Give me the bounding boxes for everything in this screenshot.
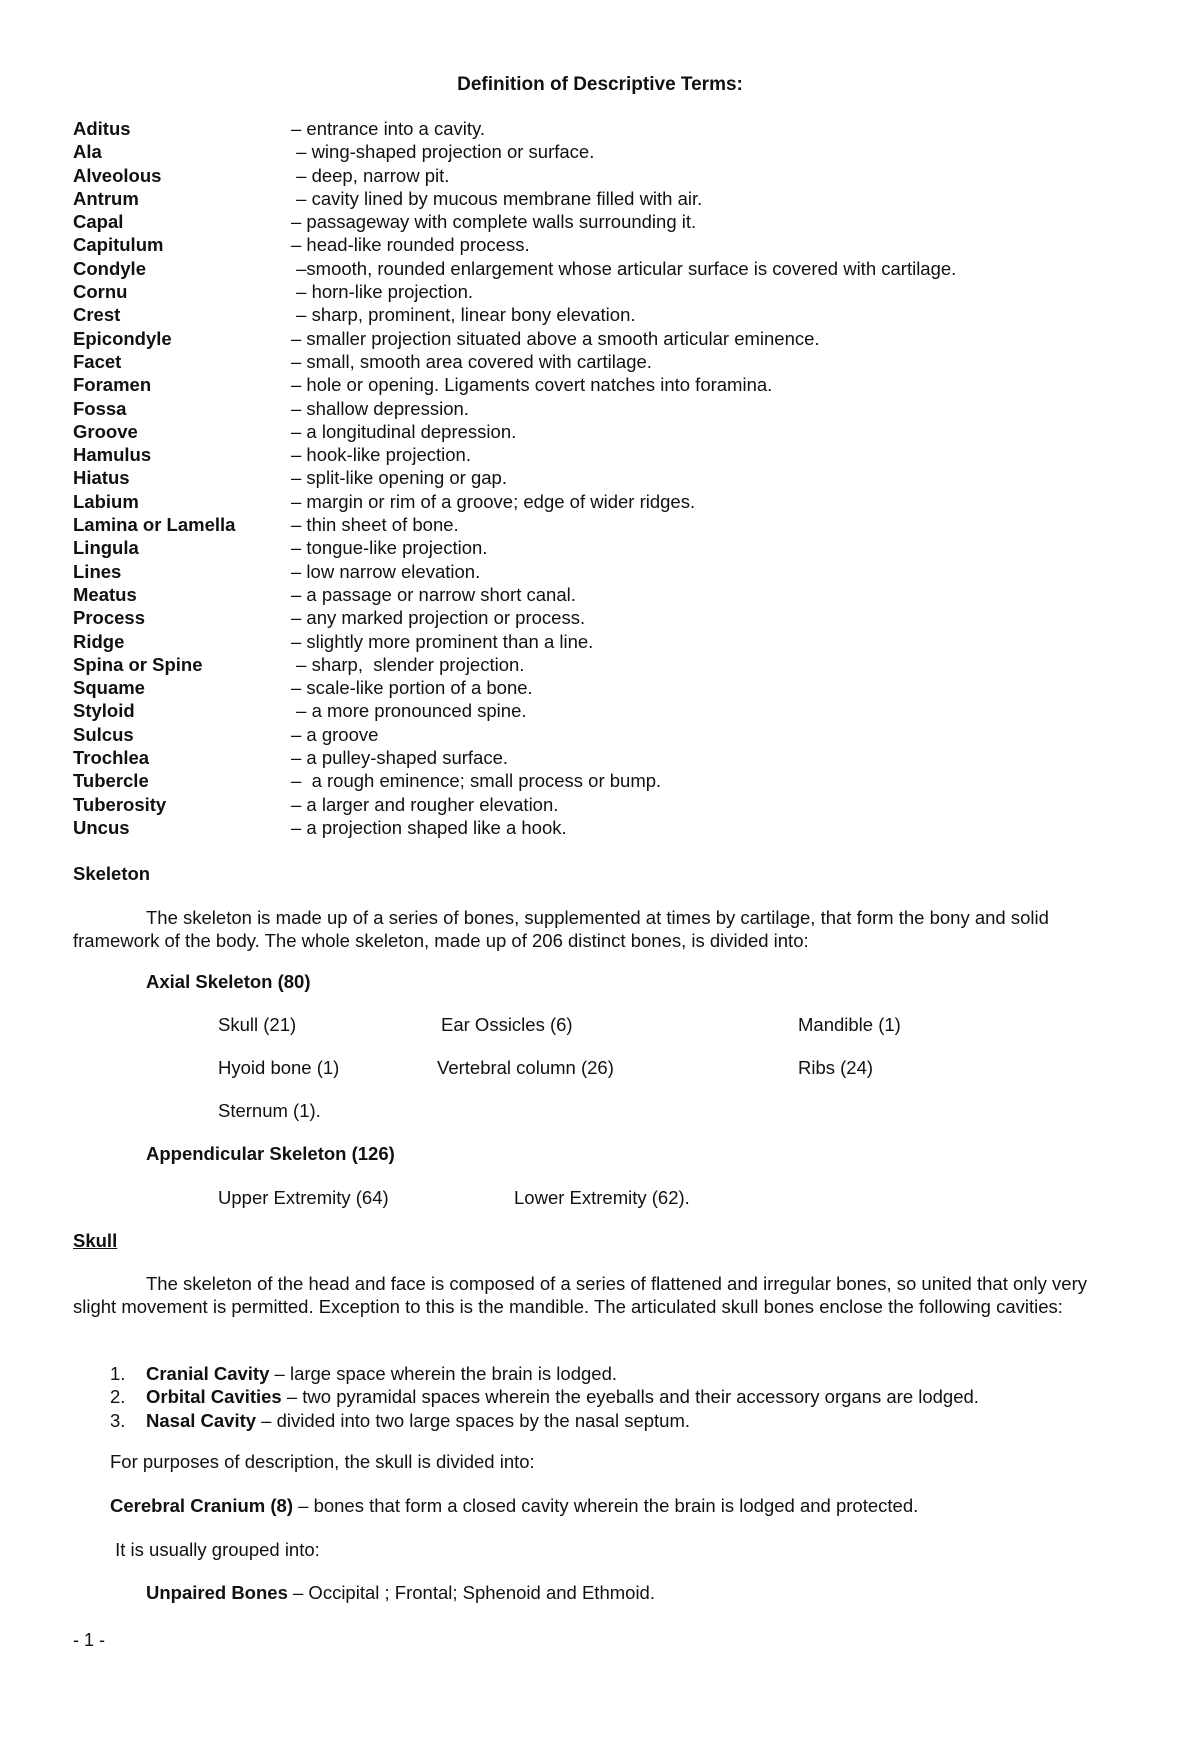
- term-definition: – a longitudinal depression.: [291, 420, 517, 442]
- term-name: Capitulum: [73, 234, 164, 256]
- term-row: [73, 187, 1133, 210]
- term-name: Facet: [73, 350, 122, 372]
- term-definition: – sharp, prominent, linear bony elevation.: [291, 304, 636, 326]
- cavity-name: Cranial Cavity: [146, 1363, 270, 1384]
- term-name: Lamina or Lamella: [73, 514, 236, 536]
- unpaired-bones-description: – Occipital ; Frontal; Sphenoid and Ethmoid.: [287, 1582, 655, 1603]
- term-definition: – a larger and rougher elevation.: [291, 793, 559, 815]
- axial-item-mandible: Mandible (1): [798, 1014, 901, 1035]
- term-name: Aditus: [73, 118, 131, 139]
- cerebral-cranium-line: [110, 1494, 918, 1517]
- term-row: [73, 793, 1133, 816]
- term-name: Ridge: [73, 630, 125, 652]
- term-row: [73, 303, 1133, 326]
- term-row: [73, 373, 1133, 396]
- term-name: Trochlea: [73, 747, 150, 769]
- term-row: [73, 210, 1133, 233]
- term-name: Uncus: [73, 816, 130, 838]
- term-name: Alveolous: [73, 164, 162, 186]
- term-definition: – hook-like projection.: [291, 444, 471, 466]
- term-name: Crest: [73, 304, 121, 326]
- term-definition: – a projection shaped like a hook.: [291, 816, 567, 838]
- term-row: [73, 769, 1133, 792]
- term-name: Spina or Spine: [73, 653, 203, 675]
- term-row: [73, 233, 1133, 256]
- list-item: [110, 1362, 1130, 1385]
- term-definition: – hole or opening. Ligaments covert natches into foramina.: [291, 374, 773, 396]
- term-name: Foramen: [73, 374, 152, 396]
- axial-item-ribs: Ribs (24): [798, 1057, 874, 1078]
- term-name: Epicondyle: [73, 327, 172, 349]
- term-row: [73, 513, 1133, 536]
- axial-skeleton-heading: Axial Skeleton (80): [146, 971, 311, 992]
- cavity-name: Orbital Cavities: [146, 1386, 282, 1408]
- term-name: Process: [73, 607, 145, 629]
- term-name: Antrum: [73, 187, 139, 209]
- term-definition: – scale-like portion of a bone.: [291, 677, 533, 699]
- term-definition: – entrance into a cavity.: [291, 118, 486, 139]
- term-definition: – margin or rim of a groove; edge of wider ridges.: [291, 490, 696, 512]
- list-item-number: 2.: [110, 1386, 126, 1408]
- term-definition: – deep, narrow pit.: [291, 164, 450, 186]
- term-definition: – any marked projection or process.: [291, 607, 586, 629]
- term-row: [73, 466, 1133, 489]
- term-row: [73, 653, 1133, 676]
- term-row: [73, 443, 1133, 466]
- term-definition: –smooth, rounded enlargement whose articular surface is covered with cartilage.: [291, 257, 957, 279]
- term-definition: – slightly more prominent than a line.: [291, 630, 594, 652]
- term-definition: – a pulley-shaped surface.: [291, 747, 508, 769]
- term-row: [73, 420, 1133, 443]
- terms-list: [73, 117, 1133, 839]
- term-name: Sulcus: [73, 723, 134, 745]
- skeleton-paragraph: The skeleton is made up of a series of bones, supplemented at times by cartilage, that form the bony and solid framework of the body. The whole skeleton, made up of 206 distinct bones, is divided into:: [73, 907, 1049, 951]
- term-name: Squame: [73, 677, 145, 699]
- term-name: Meatus: [73, 583, 137, 605]
- term-row: [73, 746, 1133, 769]
- term-row: [73, 140, 1133, 163]
- term-definition: – passageway with complete walls surrounding it.: [291, 211, 697, 233]
- term-definition: – a more pronounced spine.: [291, 700, 527, 722]
- term-row: [73, 117, 1133, 140]
- list-item: [110, 1385, 1130, 1408]
- term-row: [73, 816, 1133, 839]
- list-item-number: 1.: [110, 1363, 126, 1384]
- term-name: Cornu: [73, 281, 128, 303]
- list-item-number: 3.: [110, 1409, 126, 1431]
- term-name: Styloid: [73, 700, 135, 722]
- term-name: Lines: [73, 560, 122, 582]
- cavity-name: Nasal Cavity: [146, 1409, 257, 1431]
- term-row: [73, 490, 1133, 513]
- term-row: [73, 606, 1133, 629]
- term-row: [73, 257, 1133, 280]
- term-definition: – shallow depression.: [291, 397, 469, 419]
- axial-item-sternum: Sternum (1).: [218, 1100, 321, 1121]
- term-name: Hamulus: [73, 444, 152, 466]
- term-definition: – head-like rounded process.: [291, 234, 530, 256]
- skeleton-heading: Skeleton: [73, 863, 151, 884]
- term-name: Tubercle: [73, 770, 149, 792]
- term-name: Fossa: [73, 397, 127, 419]
- term-definition: – a groove: [291, 723, 379, 745]
- purposes-text: For purposes of description, the skull is divided into:: [110, 1451, 535, 1472]
- appendicular-item-lower: Lower Extremity (62).: [514, 1187, 690, 1208]
- term-definition: – cavity lined by mucous membrane filled with air.: [291, 187, 703, 209]
- axial-item-hyoid: Hyoid bone (1): [218, 1057, 340, 1078]
- term-name: Condyle: [73, 257, 146, 279]
- term-definition: – a rough eminence; small process or bump.: [291, 770, 662, 792]
- term-row: [73, 560, 1133, 583]
- term-definition: – a passage or narrow short canal.: [291, 583, 576, 605]
- list-item: [110, 1409, 1130, 1432]
- term-definition: – horn-like projection.: [291, 281, 474, 303]
- term-row: [73, 327, 1133, 350]
- cavity-description: – large space wherein the brain is lodged.: [269, 1363, 617, 1384]
- term-definition: – tongue-like projection.: [291, 537, 488, 559]
- grouped-text: It is usually grouped into:: [110, 1539, 320, 1560]
- axial-item-vertebral-column: Vertebral column (26): [437, 1057, 614, 1078]
- term-row: [73, 397, 1133, 420]
- term-row: [73, 699, 1133, 722]
- axial-item-ear-ossicles: Ear Ossicles (6): [441, 1014, 573, 1035]
- term-name: Capal: [73, 211, 124, 233]
- term-name: Groove: [73, 420, 138, 442]
- unpaired-bones-line: [146, 1581, 655, 1604]
- term-row: [73, 164, 1133, 187]
- cavity-description: – two pyramidal spaces wherein the eyeballs and their accessory organs are lodged.: [281, 1386, 979, 1408]
- term-name: Hiatus: [73, 467, 130, 489]
- appendicular-skeleton-heading: Appendicular Skeleton (126): [146, 1143, 395, 1164]
- appendicular-item-upper: Upper Extremity (64): [218, 1187, 389, 1208]
- term-definition: – sharp, slender projection.: [291, 653, 525, 675]
- cavities-list: [110, 1362, 1130, 1432]
- term-row: [73, 676, 1133, 699]
- term-definition: – split-like opening or gap.: [291, 467, 507, 489]
- cerebral-cranium-name: Cerebral Cranium (8): [110, 1495, 293, 1516]
- term-row: [73, 280, 1133, 303]
- term-name: Ala: [73, 141, 102, 163]
- term-definition: – low narrow elevation.: [291, 560, 481, 582]
- term-row: [73, 723, 1133, 746]
- term-row: [73, 630, 1133, 653]
- page-number: - 1 -: [73, 1630, 106, 1650]
- term-row: [73, 583, 1133, 606]
- term-definition: – thin sheet of bone.: [291, 514, 459, 536]
- term-name: Lingula: [73, 537, 139, 559]
- unpaired-bones-name: Unpaired Bones: [146, 1582, 288, 1603]
- term-definition: – wing-shaped projection or surface.: [291, 141, 595, 163]
- term-name: Labium: [73, 490, 139, 512]
- term-name: Tuberosity: [73, 793, 167, 815]
- cavity-description: – divided into two large spaces by the nasal septum.: [256, 1409, 691, 1431]
- term-row: [73, 350, 1133, 373]
- cerebral-cranium-description: – bones that form a closed cavity wherein the brain is lodged and protected.: [293, 1495, 919, 1516]
- term-definition: – smaller projection situated above a smooth articular eminence.: [291, 327, 820, 349]
- page-title: Definition of Descriptive Terms:: [457, 74, 743, 95]
- skull-paragraph: The skeleton of the head and face is composed of a series of flattened and irregular bones, so united that only very slight movement is permitted. Exception to this is the mandible. The articulated skull bones enclose the following cavities:: [73, 1273, 1087, 1317]
- skull-heading: Skull: [73, 1230, 118, 1251]
- term-definition: – small, smooth area covered with cartilage.: [291, 350, 652, 372]
- axial-item-skull: Skull (21): [218, 1014, 297, 1035]
- term-row: [73, 536, 1133, 559]
